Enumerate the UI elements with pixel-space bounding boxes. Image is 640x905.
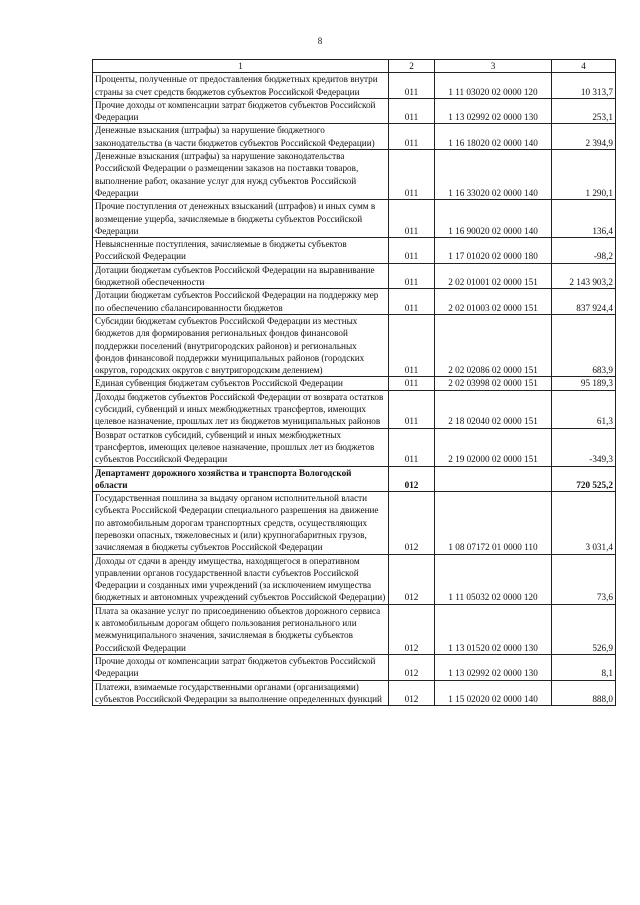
cell-kbk: 1 16 18020 02 0000 140 <box>435 124 552 150</box>
table-row <box>93 314 616 376</box>
header-code: 2 <box>389 60 435 73</box>
table-row <box>93 654 616 680</box>
cell-name: Денежные взыскания (штрафы) за нарушение законодательства Российской Федерации о размещении заказов на поставки товаров, выполнение работ, оказание услуг для нужд субъектов Российской Федерации <box>93 150 389 200</box>
cell-code: 011 <box>389 238 435 264</box>
cell-amount: 61,3 <box>552 390 616 428</box>
table-row <box>93 124 616 150</box>
cell-code: 012 <box>389 680 435 706</box>
table-body <box>93 73 616 706</box>
cell-name: Прочие поступления от денежных взысканий (штрафов) и иных сумм в возмещение ущерба, зачисляемые в бюджеты субъектов Российской Федерации <box>93 200 389 238</box>
cell-amount: 1 290,1 <box>552 150 616 200</box>
cell-name: Плата за оказание услуг по присоединению объектов дорожного сервиса к автомобильным дорогам общего пользования регионального или межмуниципального значения, зачисляемая в бюджеты субъектов Российской Федерации <box>93 604 389 654</box>
header-kbk: 3 <box>435 60 552 73</box>
cell-code: 012 <box>389 466 435 492</box>
table-row-department <box>93 466 616 492</box>
cell-name: Невыясненные поступления, зачисляемые в бюджеты субъектов Российской Федерации <box>93 238 389 264</box>
cell-name: Дотации бюджетам субъектов Российской Федерации на поддержку мер по обеспечению сбалансированности бюджетов <box>93 289 389 315</box>
cell-kbk: 1 16 90020 02 0000 140 <box>435 200 552 238</box>
cell-name: Единая субвенция бюджетам субъектов Российской Федерации <box>93 377 389 390</box>
cell-name: Доходы от сдачи в аренду имущества, находящегося в оперативном управлении органов государственной власти субъектов Российской Федерации и созданных ими учреждений (за исключением имущества бюджетных и автономных учреждений субъектов Российской Федерации) <box>93 554 389 604</box>
cell-amount: -98,2 <box>552 238 616 264</box>
cell-amount: 136,4 <box>552 200 616 238</box>
cell-name: Проценты, полученные от предоставления бюджетных кредитов внутри страны за счет средств бюджетов субъектов Российской Федерации <box>93 73 389 99</box>
cell-code: 011 <box>389 377 435 390</box>
table-row <box>93 390 616 428</box>
cell-kbk: 2 02 01003 02 0000 151 <box>435 289 552 315</box>
cell-amount: 253,1 <box>552 98 616 124</box>
table-row <box>93 150 616 200</box>
cell-amount: 8,1 <box>552 654 616 680</box>
cell-kbk: 1 13 01520 02 0000 130 <box>435 604 552 654</box>
cell-kbk: 1 11 03020 02 0000 120 <box>435 73 552 99</box>
table-row <box>93 289 616 315</box>
table-row <box>93 200 616 238</box>
cell-kbk: 1 13 02992 02 0000 130 <box>435 654 552 680</box>
cell-amount: 73,6 <box>552 554 616 604</box>
cell-name: Субсидии бюджетам субъектов Российской Федерации из местных бюджетов для формирования региональных фондов финансовой поддержки поселений (внутригородских районов) и региональных фондов финансовой поддержки муниципальных районов (городских округов, городских округов с внутригородским делением) <box>93 314 389 376</box>
cell-code: 011 <box>389 200 435 238</box>
cell-amount: -349,3 <box>552 428 616 466</box>
cell-name: Прочие доходы от компенсации затрат бюджетов субъектов Российской Федерации <box>93 98 389 124</box>
cell-code: 012 <box>389 654 435 680</box>
cell-amount: 720 525,2 <box>552 466 616 492</box>
page-number: 8 <box>317 36 323 46</box>
cell-code: 011 <box>389 390 435 428</box>
header-amount: 4 <box>552 60 616 73</box>
cell-kbk: 2 02 03998 02 0000 151 <box>435 377 552 390</box>
cell-amount: 10 313,7 <box>552 73 616 99</box>
table-row <box>93 263 616 289</box>
table-row <box>93 680 616 706</box>
cell-kbk: 1 11 05032 02 0000 120 <box>435 554 552 604</box>
cell-kbk: 2 02 01001 02 0000 151 <box>435 263 552 289</box>
cell-kbk: 2 19 02000 02 0000 151 <box>435 428 552 466</box>
table-row <box>93 238 616 264</box>
cell-name: Дотации бюджетам субъектов Российской Федерации на выравнивание бюджетной обеспеченности <box>93 263 389 289</box>
cell-code: 011 <box>389 263 435 289</box>
table-row <box>93 98 616 124</box>
table-row <box>93 604 616 654</box>
table-row <box>93 492 616 554</box>
cell-amount: 2 143 903,2 <box>552 263 616 289</box>
cell-kbk: 1 16 33020 02 0000 140 <box>435 150 552 200</box>
cell-code: 011 <box>389 73 435 99</box>
cell-kbk: 1 15 02020 02 0000 140 <box>435 680 552 706</box>
cell-name: Департамент дорожного хозяйства и транспорта Вологодской области <box>93 466 389 492</box>
revenue-table <box>92 59 616 706</box>
cell-code: 012 <box>389 554 435 604</box>
cell-name: Прочие доходы от компенсации затрат бюджетов субъектов Российской Федерации <box>93 654 389 680</box>
cell-name: Государственная пошлина за выдачу органом исполнительной власти субъекта Российской Федерации специального разрешения на движение по автомобильным дорогам транспортных средств, осуществляющих перевозки опасных, тяжеловесных и (или) крупногабаритных грузов, зачисляемая в бюджеты субъектов Российской Федерации <box>93 492 389 554</box>
table-row <box>93 554 616 604</box>
cell-kbk: 1 17 01020 02 0000 180 <box>435 238 552 264</box>
cell-code: 011 <box>389 150 435 200</box>
cell-amount: 2 394,9 <box>552 124 616 150</box>
cell-name: Денежные взыскания (штрафы) за нарушение бюджетного законодательства (в части бюджетов субъектов Российской Федерации) <box>93 124 389 150</box>
cell-kbk: 2 18 02040 02 0000 151 <box>435 390 552 428</box>
cell-amount: 95 189,3 <box>552 377 616 390</box>
cell-code: 011 <box>389 289 435 315</box>
table-header-row <box>93 60 616 73</box>
table-row <box>93 73 616 99</box>
cell-kbk: 2 02 02086 02 0000 151 <box>435 314 552 376</box>
cell-amount: 3 031,4 <box>552 492 616 554</box>
cell-kbk: 1 13 02992 02 0000 130 <box>435 98 552 124</box>
cell-name: Платежи, взимаемые государственными органами (организациями) субъектов Российской Федерации за выполнение определенных функций <box>93 680 389 706</box>
cell-amount: 837 924,4 <box>552 289 616 315</box>
cell-amount: 888,0 <box>552 680 616 706</box>
cell-kbk <box>435 466 552 492</box>
cell-code: 012 <box>389 492 435 554</box>
table-row <box>93 428 616 466</box>
cell-kbk: 1 08 07172 01 0000 110 <box>435 492 552 554</box>
cell-code: 012 <box>389 604 435 654</box>
cell-name: Доходы бюджетов субъектов Российской Федерации от возврата остатков субсидий, субвенций и иных межбюджетных трансфертов, имеющих целевое назначение, прошлых лет из бюджетов муниципальных районов <box>93 390 389 428</box>
header-name: 1 <box>93 60 389 73</box>
cell-code: 011 <box>389 98 435 124</box>
cell-name: Возврат остатков субсидий, субвенций и иных межбюджетных трансфертов, имеющих целевое назначение, прошлых лет из бюджетов субъектов Российской Федерации <box>93 428 389 466</box>
cell-code: 011 <box>389 428 435 466</box>
table-row <box>93 377 616 390</box>
cell-amount: 683,9 <box>552 314 616 376</box>
cell-amount: 526,9 <box>552 604 616 654</box>
cell-code: 011 <box>389 314 435 376</box>
cell-code: 011 <box>389 124 435 150</box>
